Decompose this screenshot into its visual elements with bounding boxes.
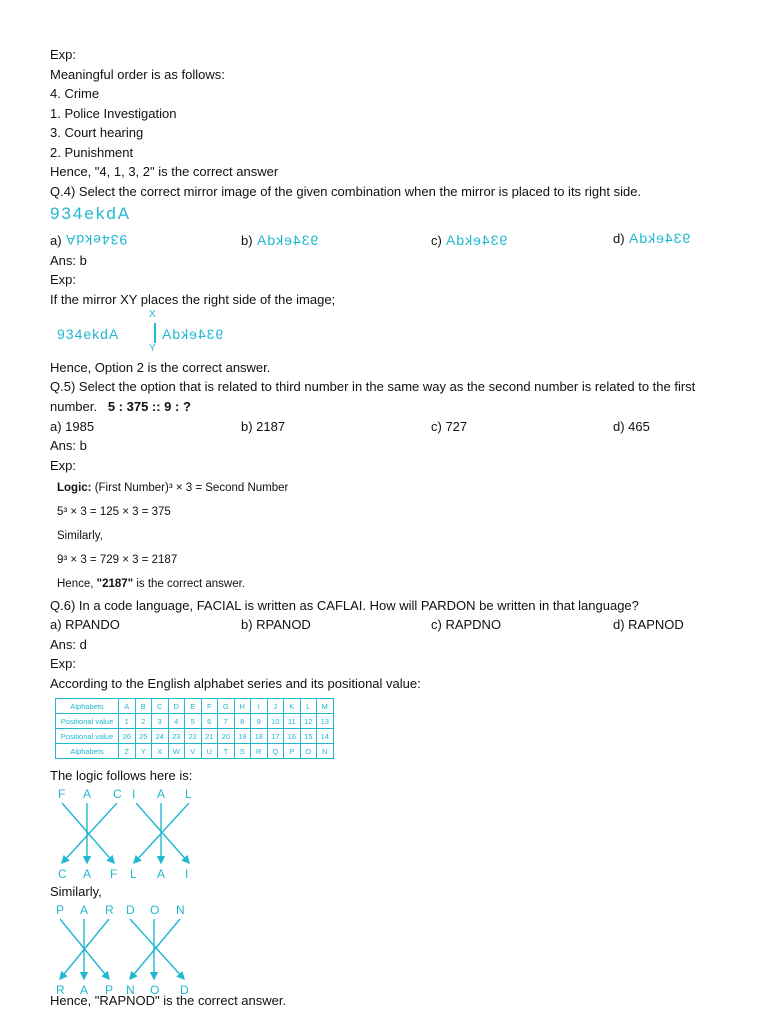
table-cell: 9 <box>251 714 268 729</box>
table-cell: 23 <box>168 729 185 744</box>
q6-option-b: b) RPANOD <box>241 617 311 632</box>
logic-formula: (First Number)³ × 3 = Second Number <box>94 482 289 494</box>
bottom-letter: F <box>110 867 118 881</box>
q5-option-d: d) 465 <box>613 419 650 434</box>
bottom-letter: A <box>80 983 89 997</box>
q4-option-d <box>613 230 690 247</box>
bottom-letter: A <box>157 867 166 881</box>
table-cell: 18 <box>251 729 268 744</box>
q4-conclusion: Hence, Option 2 is the correct answer. <box>50 360 271 375</box>
q6-exp-text: According to the English alphabet series and its positional value: <box>50 676 421 691</box>
table-cell: D <box>168 699 185 714</box>
q6-similarly: Similarly, <box>50 884 102 899</box>
mirror-y-label: Y <box>149 343 156 354</box>
table-cell: Q <box>267 744 284 759</box>
q6-option-a: a) RPANDO <box>50 617 120 632</box>
table-cell: 17 <box>267 729 284 744</box>
table-cell: 26 <box>119 729 136 744</box>
top-letter: A <box>157 787 166 801</box>
q4-figure: 934ekdA <box>50 204 132 223</box>
table-cell: 20 <box>218 729 235 744</box>
q4-option-c <box>431 232 508 249</box>
order-item: 4. Crime <box>50 86 100 101</box>
table-cell: 13 <box>317 714 334 729</box>
table-cell: L <box>300 699 317 714</box>
table-cell: E <box>185 699 202 714</box>
mirror-original: 934ekdA <box>57 326 120 342</box>
q5-similarly: Similarly, <box>57 530 103 542</box>
order-item: 1. Police Investigation <box>50 106 177 121</box>
table-cell: 10 <box>267 714 284 729</box>
table-cell: 7 <box>218 714 235 729</box>
table-cell: 5 <box>185 714 202 729</box>
table-cell: 6 <box>201 714 218 729</box>
table-cell: N <box>317 744 334 759</box>
top-letter: A <box>83 787 92 801</box>
facial-diagram <box>50 787 210 882</box>
option-figure: 934ekdA <box>628 230 691 246</box>
q6-logic-text: The logic follows here is: <box>50 768 193 783</box>
exp-label: Exp: <box>50 47 77 62</box>
table-cell: V <box>185 744 202 759</box>
row-label: Positional value <box>56 714 119 729</box>
q5-option-a: a) 1985 <box>50 419 95 434</box>
table-cell: X <box>152 744 169 759</box>
option-figure: 934ekdA <box>65 232 128 248</box>
conclusion-prefix: Hence, <box>57 578 94 590</box>
exp-intro: Meaningful order is as follows: <box>50 67 225 82</box>
top-letter: N <box>176 903 185 917</box>
table-cell: 1 <box>119 714 136 729</box>
table-cell: A <box>119 699 136 714</box>
row-label: Alphabets <box>56 744 119 759</box>
table-cell: I <box>251 699 268 714</box>
top-letter: I <box>132 787 136 801</box>
order-item: 2. Punishment <box>50 145 134 160</box>
table-row <box>56 699 334 714</box>
q5-question-ratio: 5 : 375 :: 9 : ? <box>107 399 191 414</box>
q5-question-line2 <box>50 399 191 415</box>
top-letter: R <box>105 903 114 917</box>
top-letter: F <box>58 787 66 801</box>
table-cell: H <box>234 699 251 714</box>
q5-step2: 9³ × 3 = 729 × 3 = 2187 <box>57 554 178 566</box>
table-row <box>56 744 334 759</box>
option-label: c) <box>431 233 442 248</box>
q6-exp-label: Exp: <box>50 656 77 671</box>
q6-option-c: c) RAPDNO <box>431 617 502 632</box>
table-cell: G <box>218 699 235 714</box>
mirror-reflection: 934ekdA <box>161 326 224 342</box>
table-cell: Y <box>135 744 152 759</box>
table-cell: J <box>267 699 284 714</box>
table-cell: R <box>251 744 268 759</box>
q6-question: Q.6) In a code language, FACIAL is written as CAFLAI. How will PARDON be written in that language? <box>50 598 639 613</box>
bottom-letter: P <box>105 983 114 997</box>
table-row <box>56 729 334 744</box>
table-cell: M <box>317 699 334 714</box>
q5-question-prefix: number. <box>50 399 97 414</box>
logic-label: Logic: <box>57 482 92 494</box>
table-cell: T <box>218 744 235 759</box>
top-letter: O <box>150 903 160 917</box>
bottom-letter: I <box>185 867 189 881</box>
q4-option-a <box>50 232 127 249</box>
table-row <box>56 714 334 729</box>
option-label: b) <box>241 233 253 248</box>
bottom-letter: L <box>130 867 137 881</box>
q4-exp-text: If the mirror XY places the right side of the image; <box>50 292 336 307</box>
table-cell: S <box>234 744 251 759</box>
table-cell: 4 <box>168 714 185 729</box>
row-label: Alphabets <box>56 699 119 714</box>
conclusion-suffix: is the correct answer. <box>136 578 245 590</box>
table-cell: 16 <box>284 729 301 744</box>
q4-question: Q.4) Select the correct mirror image of the given combination when the mirror is placed to its right side. <box>50 184 642 199</box>
q5-option-c: c) 727 <box>431 419 468 434</box>
bottom-letter: A <box>83 867 92 881</box>
table-cell: K <box>284 699 301 714</box>
q4-answer: Ans: b <box>50 253 87 268</box>
mirror-line <box>154 323 156 343</box>
exp-conclusion: Hence, "4, 1, 3, 2" is the correct answer <box>50 164 279 179</box>
pardon-diagram <box>50 903 210 998</box>
cross-lines <box>50 787 210 882</box>
table-cell: 2 <box>135 714 152 729</box>
alphabet-table <box>55 698 334 759</box>
order-item: 3. Court hearing <box>50 125 144 140</box>
table-cell: 11 <box>284 714 301 729</box>
bottom-letter: N <box>126 983 135 997</box>
table-cell: 22 <box>185 729 202 744</box>
top-letter: L <box>185 787 192 801</box>
table-cell: 12 <box>300 714 317 729</box>
q5-step1: 5³ × 3 = 125 × 3 = 375 <box>57 506 171 518</box>
bottom-letter: R <box>56 983 65 997</box>
q6-option-d: d) RAPNOD <box>613 617 684 632</box>
mirror-figure <box>57 310 317 358</box>
table-cell: Z <box>119 744 136 759</box>
q4-option-b <box>241 232 318 249</box>
top-letter: C <box>113 787 122 801</box>
table-cell: 8 <box>234 714 251 729</box>
table-cell: W <box>168 744 185 759</box>
q5-question-line1: Q.5) Select the option that is related to third number in the same way as the second number is related to the first <box>50 379 696 394</box>
table-cell: F <box>201 699 218 714</box>
q5-logic <box>57 481 288 495</box>
bottom-letter: O <box>150 983 160 997</box>
top-letter: D <box>126 903 135 917</box>
q5-answer: Ans: b <box>50 438 87 453</box>
q4-exp-label: Exp: <box>50 272 77 287</box>
option-label: d) <box>613 231 625 246</box>
table-cell: 3 <box>152 714 169 729</box>
q6-conclusion: Hence, "RAPNOD" is the correct answer. <box>50 993 287 1008</box>
cross-lines <box>50 903 210 998</box>
top-letter: P <box>56 903 65 917</box>
table-cell: C <box>152 699 169 714</box>
table-cell: P <box>284 744 301 759</box>
option-figure: 934ekdA <box>445 232 508 248</box>
q5-conclusion <box>57 577 245 591</box>
table-cell: 19 <box>234 729 251 744</box>
conclusion-answer: "2187" <box>96 578 134 590</box>
top-letter: A <box>80 903 89 917</box>
row-label: Positional value <box>56 729 119 744</box>
bottom-letter: C <box>58 867 67 881</box>
q6-answer: Ans: d <box>50 637 87 652</box>
q5-option-b: b) 2187 <box>241 419 286 434</box>
table-cell: 21 <box>201 729 218 744</box>
mirror-x-label: X <box>149 309 156 320</box>
table-cell: U <box>201 744 218 759</box>
table-cell: 24 <box>152 729 169 744</box>
bottom-letter: D <box>180 983 189 997</box>
table-cell: 25 <box>135 729 152 744</box>
table-cell: B <box>135 699 152 714</box>
table-cell: 14 <box>317 729 334 744</box>
table-cell: 15 <box>300 729 317 744</box>
table-cell: O <box>300 744 317 759</box>
option-figure: 934ekdA <box>256 232 319 248</box>
option-label: a) <box>50 233 62 248</box>
q5-exp-label: Exp: <box>50 458 77 473</box>
